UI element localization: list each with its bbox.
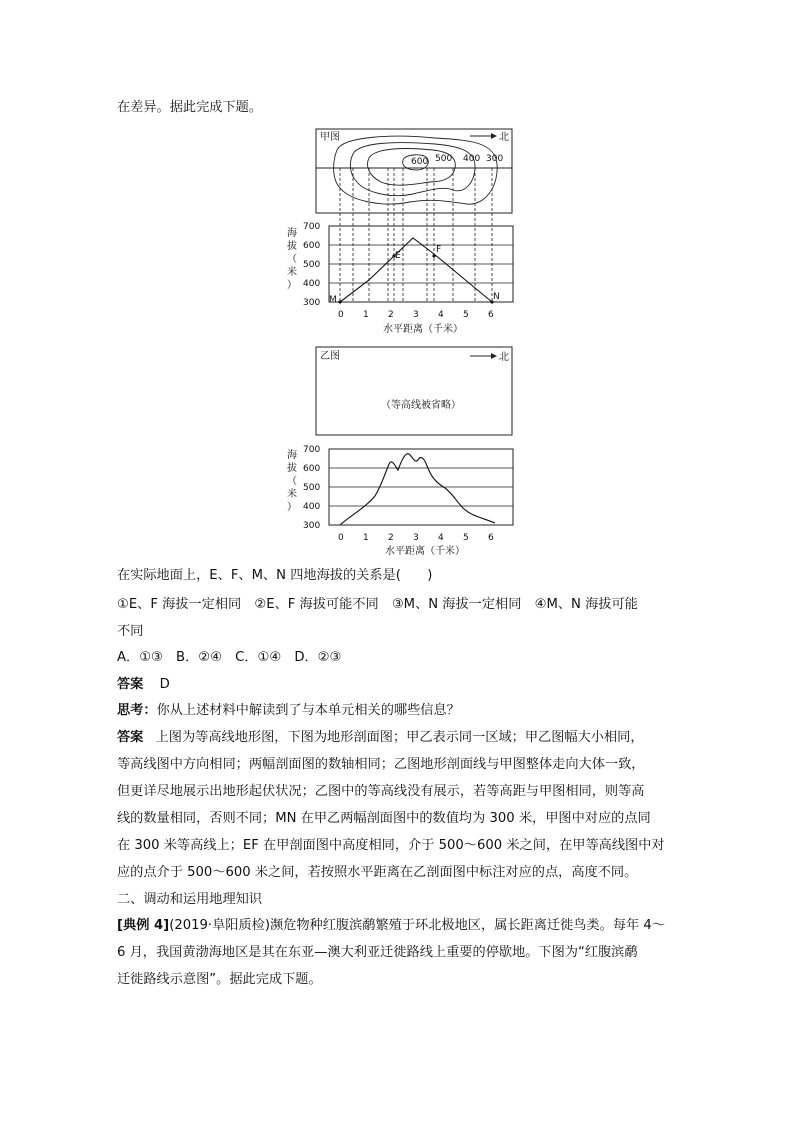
yi-x-tick-1: 1 [363, 533, 369, 543]
yi-gridlines [329, 468, 513, 506]
explain-line-3: 线的数量相同，否则不同；MN 在甲乙两幅剖面图中的数值均为 300 米，甲图中对应的点同 [117, 811, 651, 826]
yi-x-tick-0: 0 [338, 533, 344, 543]
point-m-marker [338, 300, 341, 303]
explain-line-2: 但更详尽地展示出地形起伏状况；乙图中的等高线没有展示，若等高距与甲图相同，则等高 [117, 784, 645, 799]
think-label: 思考： [117, 703, 157, 718]
x-tick-5: 5 [463, 310, 469, 320]
y-title-0: 海 [287, 228, 297, 239]
yi-map-frame [316, 347, 512, 435]
yi-omitted-note: （等高线被省略） [381, 400, 461, 411]
explain-text-0: 上图为等高线地形图，下图为地形剖面图；甲乙表示同一区域；甲乙图幅大小相同， [155, 730, 644, 745]
answer-line [117, 675, 170, 695]
y-title-4: ） [287, 280, 297, 291]
yi-y-title-4: ） [287, 502, 297, 513]
x-tick-6: 6 [488, 310, 494, 320]
choices-line: A．①③ B．②④ C．①④ D．②③ [117, 650, 342, 665]
intro-text: 在差异。据此完成下题。 [117, 100, 263, 115]
yi-y-title-1: 拔 [287, 463, 297, 474]
x-tick-3: 3 [413, 310, 419, 320]
point-m-label: M [329, 295, 337, 305]
jia-north-label: 北 [499, 132, 509, 143]
y-title-3: 米 [287, 267, 297, 278]
contour-label-600: 600 [411, 157, 429, 167]
yi-north-label: 北 [499, 352, 509, 363]
x-tick-0: 0 [338, 310, 344, 320]
think-text: 你从上述材料中解读到了与本单元相关的哪些信息？ [156, 703, 460, 718]
think-line [117, 701, 460, 721]
y-tick-300: 300 [303, 298, 321, 308]
answer-label: 答案 [117, 677, 144, 692]
figure-yi-svg [285, 346, 525, 560]
yi-y-tick-400: 400 [303, 502, 321, 512]
point-f-label: F [436, 245, 442, 255]
yi-map-label: 乙图 [320, 351, 340, 362]
example-text-0: (2019·阜阳质检)濒危物种红腹滨鹬繁殖于环北极地区，属长距离迁徙鸟类。每年 4～ [169, 918, 666, 933]
question-stem: 在实际地面上，E、F、M、N 四地海拔的关系是( ) [117, 568, 433, 583]
figure-jia [285, 128, 525, 346]
explain-line-1: 等高线图中方向相同；两幅剖面图的数轴相同；乙图地形剖面线与甲图整体走向大体一致， [117, 757, 645, 772]
yi-x-tick-2: 2 [388, 533, 394, 543]
yi-y-title-0: 海 [287, 450, 297, 461]
options-line-2: 不同 [117, 624, 144, 639]
contour-label-400: 400 [463, 154, 481, 164]
explain-line-5: 应的点介于 500～600 米之间，若按照水平距离在乙剖面图中标注对应的点，高度不同。 [117, 865, 638, 880]
y-tick-400: 400 [303, 279, 321, 289]
x-tick-1: 1 [363, 310, 369, 320]
options-line-1: ①E、F 海拔一定相同 ②E、F 海拔可能不同 ③M、N 海拔一定相同 ④M、N 海拔可能 [117, 597, 638, 612]
y-title-2: （ [287, 254, 297, 265]
explain-label: 答案 [117, 730, 144, 745]
x-axis-label: 水平距离（千米） [383, 324, 463, 335]
answer-value: D [159, 677, 170, 692]
section-heading: 二、调动和运用地理知识 [117, 892, 263, 907]
projection-lines [340, 168, 492, 302]
yi-x-tick-4: 4 [438, 533, 444, 543]
yi-north-arrow-icon [491, 353, 497, 359]
y-tick-600: 600 [303, 241, 321, 251]
yi-x-tick-3: 3 [413, 533, 419, 543]
yi-profile-curve [340, 454, 495, 525]
point-e-label: E [395, 251, 401, 261]
y-title-1: 拔 [287, 241, 297, 252]
figure-jia-svg [285, 128, 525, 342]
yi-x-tick-6: 6 [488, 533, 494, 543]
yi-y-title-3: 米 [287, 489, 297, 500]
yi-y-title-2: （ [287, 476, 297, 487]
north-arrow-icon [491, 133, 497, 139]
yi-y-tick-700: 700 [303, 445, 321, 455]
yi-x-axis-label: 水平距离（千米） [385, 546, 465, 557]
example-tag: [典例 4] [117, 918, 170, 933]
example-line-1: 6 月，我国黄渤海地区是其在东亚—澳大利亚迁徙路线上重要的停歇地。下图为“红腹滨鹬 [117, 945, 638, 960]
yi-y-tick-600: 600 [303, 464, 321, 474]
x-tick-2: 2 [388, 310, 394, 320]
jia-map-label: 甲图 [320, 132, 340, 143]
explain-line-4: 在 300 米等高线上；EF 在甲剖面图中高度相同，介于 500～600 米之间，在甲等高线图中对 [117, 838, 665, 853]
example-line-2: 迁徙路线示意图”。据此完成下题。 [117, 972, 322, 987]
figure-yi [285, 346, 525, 564]
yi-y-tick-500: 500 [303, 483, 321, 493]
contour-label-300: 300 [486, 154, 504, 164]
y-tick-700: 700 [303, 222, 321, 232]
yi-y-tick-300: 300 [303, 521, 321, 531]
example-line-0 [117, 916, 665, 936]
explain-line-0 [117, 728, 644, 748]
jia-profile-curve [340, 238, 492, 302]
jia-gridlines [329, 245, 513, 283]
yi-x-tick-5: 5 [463, 533, 469, 543]
y-tick-500: 500 [303, 260, 321, 270]
point-n-label: N [493, 292, 500, 302]
x-tick-4: 4 [438, 310, 444, 320]
contour-label-500: 500 [435, 154, 453, 164]
